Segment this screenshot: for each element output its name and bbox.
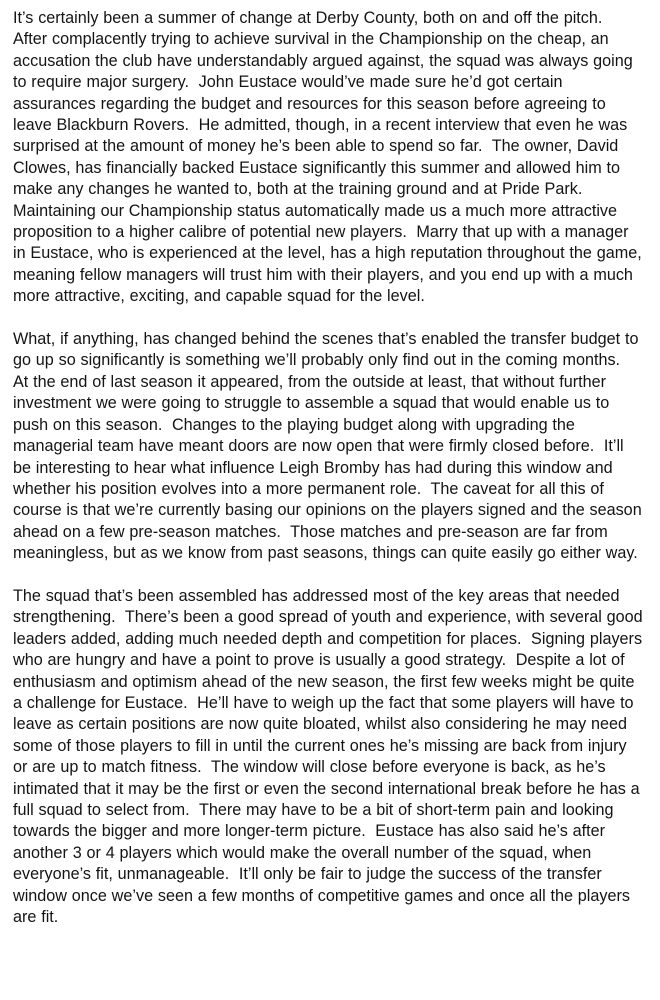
article-paragraph-1: It’s certainly been a summer of change at Derby County, both on and off the pitch. After complacently trying to achieve survival in the Championship on the cheap, an accusation the club have understandably argued against, the squad was always going to require major surgery. John Eustace would’ve made sure he’d got certain assurances regarding the budget and resources for this season before agreeing to leave Blackburn Rovers. He admitted, though, in a recent interview that even he was surprised at the amount of money he’s been able to spend so far. The owner, David Clowes, has financially backed Eustace significantly this summer and allowed him to make any changes he wanted to, both at the training ground and at Pride Park. Maintaining our Championship status automatically made us a much more attractive proposition to a higher calibre of potential new players. Marry that up with a manager in Eustace, who is experienced at the level, has a high reputation throughout the game, meaning fellow managers will trust him with their players, and you end up with a much more attractive, exciting, and capable squad for the level. bbox=[13, 9, 647, 306]
article-paragraph-3: The squad that’s been assembled has addressed most of the key areas that needed strengthening. There’s been a good spread of youth and experience, with several good leaders added, adding much needed depth and competition for places. Signing players who are hungry and have a point to prove is usually a good strategy. Despite a lot of enthusiasm and optimism ahead of the new season, the first few weeks might be quite a challenge for Eustace. He’ll have to weigh up the fact that some players will have to leave as certain positions are now quite bloated, whilst also considering he may need some of those players to fill in until the current ones he’s missing are back from injury or are up to match fitness. The window will close before everyone is back, as he’s intimated that it may be the first or even the second international break before he has a full squad to select from. There may have to be a bit of short-term pain and looking towards the bigger and more longer-term picture. Eustace has also said he’s after another 3 or 4 players which would make the overall number of the squad, when everyone’s fit, unmanageable. It’ll only be fair to judge the success of the transfer window once we’ve seen a few months of competitive games and once all the players are fit. bbox=[13, 586, 648, 927]
article-paragraph-2: What, if anything, has changed behind the scenes that’s enabled the transfer budget to go up so significantly is something we’ll probably only find out in the coming months. At the end of last season it appeared, from the outside at least, that without further investment we were going to struggle to assemble a squad that would enable us to push on this season. Changes to the playing budget along with upgrading the managerial team have meant doors are now open that were firmly closed before. It’ll be interesting to hear what influence Leigh Bromby has had during this window and whether his position evolves into a more permanent role. The caveat for all this of course is that we’re currently basing our opinions on the players signed and the season ahead on a few pre-season matches. Those matches and pre-season are far from meaningless, but as we know from past seasons, things can quite easily go either way. bbox=[13, 330, 647, 563]
